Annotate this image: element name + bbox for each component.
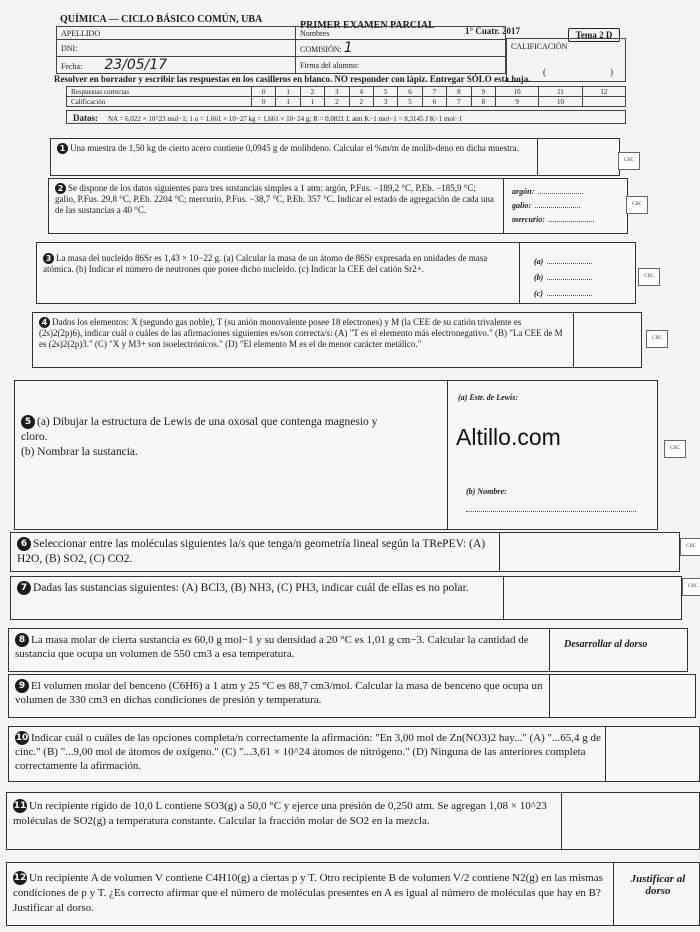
q11-answer-box[interactable] (561, 793, 699, 849)
firma-field[interactable] (296, 57, 506, 74)
q3-answer-box[interactable] (519, 243, 635, 303)
q2-text: Se dispone de los datos siguientes para tres sustancias simples a 1 atm: argón, P.Fus. −189,2 °C, P.Eb. −185,9 °C; galio, P.Fus. 29,8 °C, P.Eb. 2204 °C; mercurio, P.Fus. −38,7 °C, P.Eb. 357 °C. Indicar el estado de agregación de cada una de las sustancias a 40 °C. (55, 183, 494, 216)
cbc-mark-5: CBC (664, 440, 686, 458)
grid-grade-cell: 7 (447, 97, 471, 107)
q2-number: 2 (55, 183, 66, 194)
q12-answer-box[interactable] (613, 863, 699, 925)
q2-answer-box[interactable] (503, 179, 627, 233)
fecha-field[interactable] (57, 57, 296, 74)
score-grid (66, 86, 626, 107)
question-6 (10, 532, 680, 572)
comision-field[interactable] (296, 40, 506, 57)
question-3 (36, 242, 636, 304)
fecha-value: 23/05/17 (104, 57, 168, 73)
q9-number: 9 (15, 679, 29, 693)
q11-number: 11 (13, 801, 27, 812)
q5-text-b: (b) Nombrar la sustancia. (21, 446, 138, 458)
watermark: Altillo.com (456, 424, 561, 450)
exam-title: PRIMER EXAMEN PARCIAL (300, 20, 435, 31)
nombres-label: Nombres (300, 28, 330, 38)
q3-c-label: (c) (534, 289, 543, 298)
apellido-label: APELLIDO (61, 28, 101, 38)
grid-number-cell: 8 (447, 87, 471, 97)
grid-number-cell: 2 (300, 87, 324, 97)
course-title: QUÍMICA — CICLO BÁSICO COMÚN, UBA (60, 14, 263, 25)
grid-grade-cell: 5 (398, 97, 422, 107)
q5-answer-box[interactable] (447, 381, 657, 529)
q7-number: 7 (17, 581, 31, 595)
question-10 (8, 726, 700, 782)
cbc-mark-3: CBC (638, 268, 660, 286)
paren-open: ( (543, 67, 546, 77)
question-7 (10, 576, 682, 620)
grid-number-cell: 6 (398, 87, 422, 97)
fecha-label: Fecha: (61, 62, 83, 71)
grid-grade-cell: 2 (325, 97, 349, 107)
q5-nombre-label: (b) Nombre: (466, 487, 507, 496)
question-8 (8, 628, 688, 672)
q1-text: Una muestra de 1,50 kg de cierto acero contiene 0,0945 g de molibdeno. Calcular el %m/m de molib-deno en dicha muestra. (70, 143, 519, 153)
comision-value: 1 (343, 40, 353, 56)
grid-row2-label: Calificación (67, 97, 252, 107)
paren-close: ) (610, 67, 613, 77)
grid-grade-cell: 8 (471, 97, 495, 107)
q9-answer-box[interactable] (549, 675, 695, 717)
tema-badge: Tema 2 D (568, 28, 620, 42)
q6-number: 6 (17, 537, 31, 551)
q9-text: El volumen molar del benceno (C6H6) a 1 atm y 25 °C es 88,7 cm3/mol. Calcular la masa de benceno que ocupa un volumen de 330 cm3 en dichas condiciones de presión y temperatura. (15, 680, 543, 707)
dni-label: DNI: (61, 43, 78, 53)
grid-number-cell: 4 (349, 87, 373, 97)
grid-number-cell: 7 (422, 87, 446, 97)
q8-answer-box[interactable] (549, 629, 687, 671)
cbc-mark-4: CBC (646, 330, 668, 348)
grid-number-cell: 11 (539, 87, 582, 97)
q8-side-note: Desarrollar al dorso (564, 639, 648, 650)
q3-a-label: (a) (534, 257, 544, 266)
grid-grade-cell (582, 97, 625, 107)
grid-grade-cell: 6 (422, 97, 446, 107)
question-5 (14, 380, 658, 530)
firma-label: Firma del alumno: (300, 60, 360, 70)
question-2 (48, 178, 628, 234)
grid-grade-cell: 1 (300, 97, 324, 107)
grid-number-cell: 9 (471, 87, 495, 97)
q1-number: 1 (57, 143, 68, 154)
q6-text: Seleccionar entre las moléculas siguientes la/s que tenga/n geometría lineal según la TRePEV: (A) H2O, (B) SO2, (C) CO2. (17, 538, 486, 565)
q12-side-note: Justificar al dorso (630, 873, 686, 897)
datos-text: NA = 6,022 × 10^23 mol−1; 1 u = 1,661 × 10−27 kg = 1,661 × 10−24 g; R = 0,0821 L atm K−1 mol−1 = 8,3145 J K−1 mol−1 (108, 115, 463, 123)
grid-number-cell: 3 (325, 87, 349, 97)
grid-number-cell: 5 (373, 87, 397, 97)
nombres-field[interactable] (296, 27, 506, 40)
q6-answer-box[interactable] (499, 533, 679, 571)
q11-text: Un recipiente rígido de 10,0 L contiene SO3(g) a 50,0 °C y ejerce una presión de 0,250 atm. Se agregan 1,08 × 10^23 moléculas de SO2(g) a temperatura constante. Calcular la fracción molar de SO2 en la mezcla. (13, 800, 547, 827)
q8-number: 8 (15, 633, 29, 647)
exam-term: 1° Cuatr. 2017 (465, 26, 521, 36)
cbc-mark-1: CBC (618, 152, 640, 170)
question-11 (6, 792, 700, 850)
calificacion-label: CALIFICACIÓN (511, 42, 568, 51)
q8-text: La masa molar de cierta sustancia es 60,0 g mol−1 y su densidad a 20 °C es 1,01 g cm−3. Calcular la cantidad de sustancia que ocupa un volumen de 550 cm3 a esa temperatura. (15, 634, 529, 661)
q4-text: Dados los elementos: X (segundo gas noble), T (su anión monovalente posee 18 electrones) y M (la CEE de su catión trivalente es (2s)2(2p)6), indicar cuál o cuáles de las afirmaciones siguientes es/son correcta/s: (A) "T es el elemento más electronegativo." (B) "La CEE de M es (2s)2(2p)3." (C) "X y M3+ son isoelectrónicos." (D) "El elemento M es el de menor carácter metálico." (39, 317, 563, 350)
question-9 (8, 674, 696, 718)
q5-lewis-label: (a) Estr. de Lewis: (458, 393, 518, 402)
comision-label: COMISIÓN: (300, 45, 342, 54)
dni-field[interactable] (57, 40, 296, 57)
question-1 (50, 138, 620, 176)
q2-argon-label: argón: (512, 187, 535, 196)
grid-grade-cell: 10 (539, 97, 582, 107)
instructions: Resolver en borrador y escribir las respuestas en los casilleros en blanco. NO responder con lápiz. Entregar SÓLO esta hoja. (54, 74, 531, 84)
grid-number-cell: 10 (495, 87, 538, 97)
q1-answer-box[interactable] (537, 139, 619, 175)
grid-grade-cell: 0 (252, 97, 276, 107)
q7-text: Dadas las sustancias siguientes: (A) BCl3, (B) NH3, (C) PH3, indicar cuál de ellas es no polar. (33, 582, 469, 594)
grid-grade-cell: 3 (373, 97, 397, 107)
q10-text: Indicar cuál o cuáles de las opciones completa/n correctamente la afirmación: "En 3,00 mol de Zn(NO3)2 hay..." (A) "...65,4 g de cinc." (B) "...9,00 mol de átomos de oxígeno." (C) "...3,61 × 10^24 átomos de nitrógeno." (D) Ninguna de las anteriores completa correctamente la afirmación. (15, 732, 601, 773)
q5-text-a: (a) Dibujar la estructura de Lewis de una oxosal que contenga magnesio y cloro. (21, 416, 378, 443)
q12-number: 12 (13, 873, 27, 884)
q3-number: 3 (43, 253, 54, 264)
q10-number: 10 (15, 733, 29, 744)
grid-grade-cell: 9 (495, 97, 538, 107)
question-12 (6, 862, 700, 926)
apellido-field[interactable] (57, 27, 296, 40)
grid-number-cell: 12 (582, 87, 625, 97)
datos-label: Datos: (73, 113, 98, 123)
grid-number-cell: 1 (276, 87, 300, 97)
q2-mercurio-label: mercurio: (512, 215, 545, 224)
grid-number-cell: 0 (252, 87, 276, 97)
q5-number: 5 (21, 415, 35, 429)
student-id-table (56, 26, 506, 74)
grid-row1-label: Respuestas correctas (67, 87, 252, 97)
grid-grade-cell: 2 (349, 97, 373, 107)
grid-grade-cell: 1 (276, 97, 300, 107)
q7-answer-box[interactable] (503, 577, 681, 619)
q12-text: Un recipiente A de volumen V contiene C4H10(g) a ciertas p y T. Otro recipiente B de volumen V/2 contiene N2(g) en las mismas condiciones de p y T. ¿Es correcto afirmar que el número de moléculas presentes en A es igual al número de moléculas que hay en B? Justificar al dorso. (13, 872, 603, 914)
question-4 (32, 312, 642, 368)
q10-answer-box[interactable] (605, 727, 699, 781)
q4-answer-box[interactable] (573, 313, 641, 367)
cbc-mark-6: CBC (680, 538, 700, 556)
q4-number: 4 (39, 317, 50, 328)
q3-b-label: (b) (534, 273, 544, 282)
datos-row (66, 110, 626, 124)
q3-text: La masa del nucleído 86Sr es 1,43 × 10−22 g. (a) Calcular la masa de un átomo de 86Sr expresada en unidades de masa atómica. (b) Indicar el número de neutrones que posee dicho nucleído. (c) Indicar la CEE del catión Sr2+. (43, 253, 488, 275)
q2-galio-label: galio: (512, 201, 532, 210)
cbc-mark-7: CBC (682, 578, 700, 596)
cbc-mark-2: CBC (626, 196, 648, 214)
